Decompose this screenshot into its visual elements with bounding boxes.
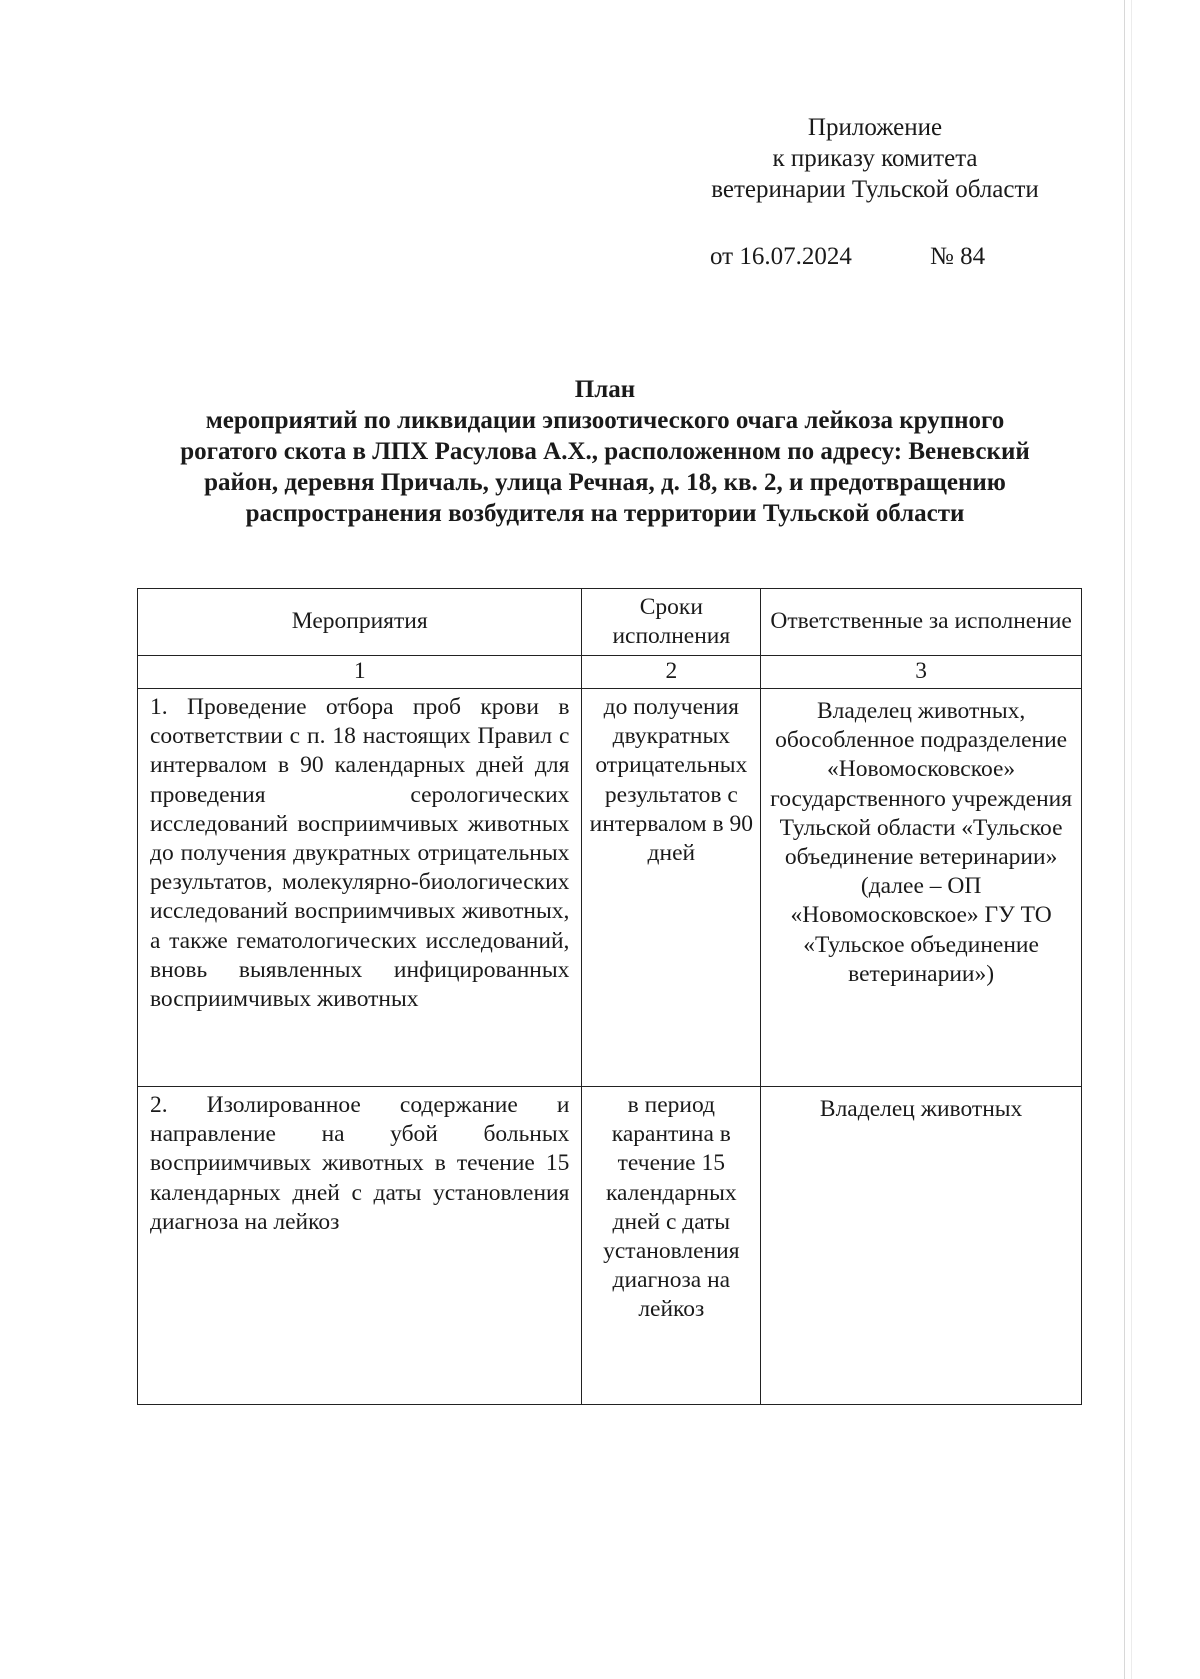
title-line: мероприятий по ликвидации эпизоотического очага лейкоза крупного	[205, 407, 1005, 434]
column-number: 2	[582, 656, 761, 689]
plan-table	[137, 588, 1082, 1405]
header-activities: Мероприятия	[138, 589, 582, 656]
appendix-line: к приказу комитета	[772, 145, 978, 172]
term-cell: в период карантина в течение 15 календарных дней с даты установления диагноза на лейкоз	[582, 1087, 761, 1405]
document-title	[130, 374, 1080, 529]
title-line: рогатого скота в ЛПХ Расулова А.Х., расположенном по адресу: Веневский	[180, 438, 1030, 465]
order-number: № 84	[930, 243, 986, 270]
order-date: от 16.07.2024	[710, 243, 852, 270]
scan-edge-line	[1124, 0, 1125, 1679]
title-line: район, деревня Причаль, улица Речная, д. 18, кв. 2, и предотвращению	[204, 469, 1006, 496]
header-responsible: Ответственные за исполнение	[761, 589, 1082, 656]
appendix-line: Приложение	[807, 114, 943, 141]
title-line: План	[574, 376, 636, 403]
activity-cell: 2. Изолированное содержание и направление на убой больных восприимчивых животных в течение 15 календарных дней с даты установления диагноза на лейкоз	[138, 1087, 582, 1405]
column-number: 3	[761, 656, 1082, 689]
title-line: распространения возбудителя на территории Тульской области	[245, 500, 965, 527]
table-row	[138, 689, 1082, 1087]
scan-edge-line	[1131, 0, 1132, 1679]
appendix-header	[680, 112, 1070, 205]
responsible-cell: Владелец животных	[761, 1087, 1082, 1405]
table-header-row	[138, 589, 1082, 656]
header-terms: Сроки исполнения	[582, 589, 761, 656]
responsible-cell: Владелец животных, обособленное подразделение «Новомосковское» государственного учреждения Тульской области «Тульское объединение ветеринарии» (далее – ОП «Новомосковское» ГУ ТО «Тульское объединение ветеринарии»)	[761, 689, 1082, 1087]
table-row	[138, 1087, 1082, 1405]
column-number: 1	[138, 656, 582, 689]
activity-cell: 1. Проведение отбора проб крови в соответствии с п. 18 настоящих Правил с интервалом в 90 календарных дней для проведения серологических исследований восприимчивых животных до получения двукратных отрицательных результатов, молекулярно-биологических исследований восприимчивых животных, а также гематологических исследований, вновь выявленных инфицированных восприимчивых животных	[138, 689, 582, 1087]
appendix-line: ветеринарии Тульской области	[711, 176, 1039, 203]
term-cell: до получения двукратных отрицательных результатов с интервалом в 90 дней	[582, 689, 761, 1087]
column-number-row	[138, 656, 1082, 689]
